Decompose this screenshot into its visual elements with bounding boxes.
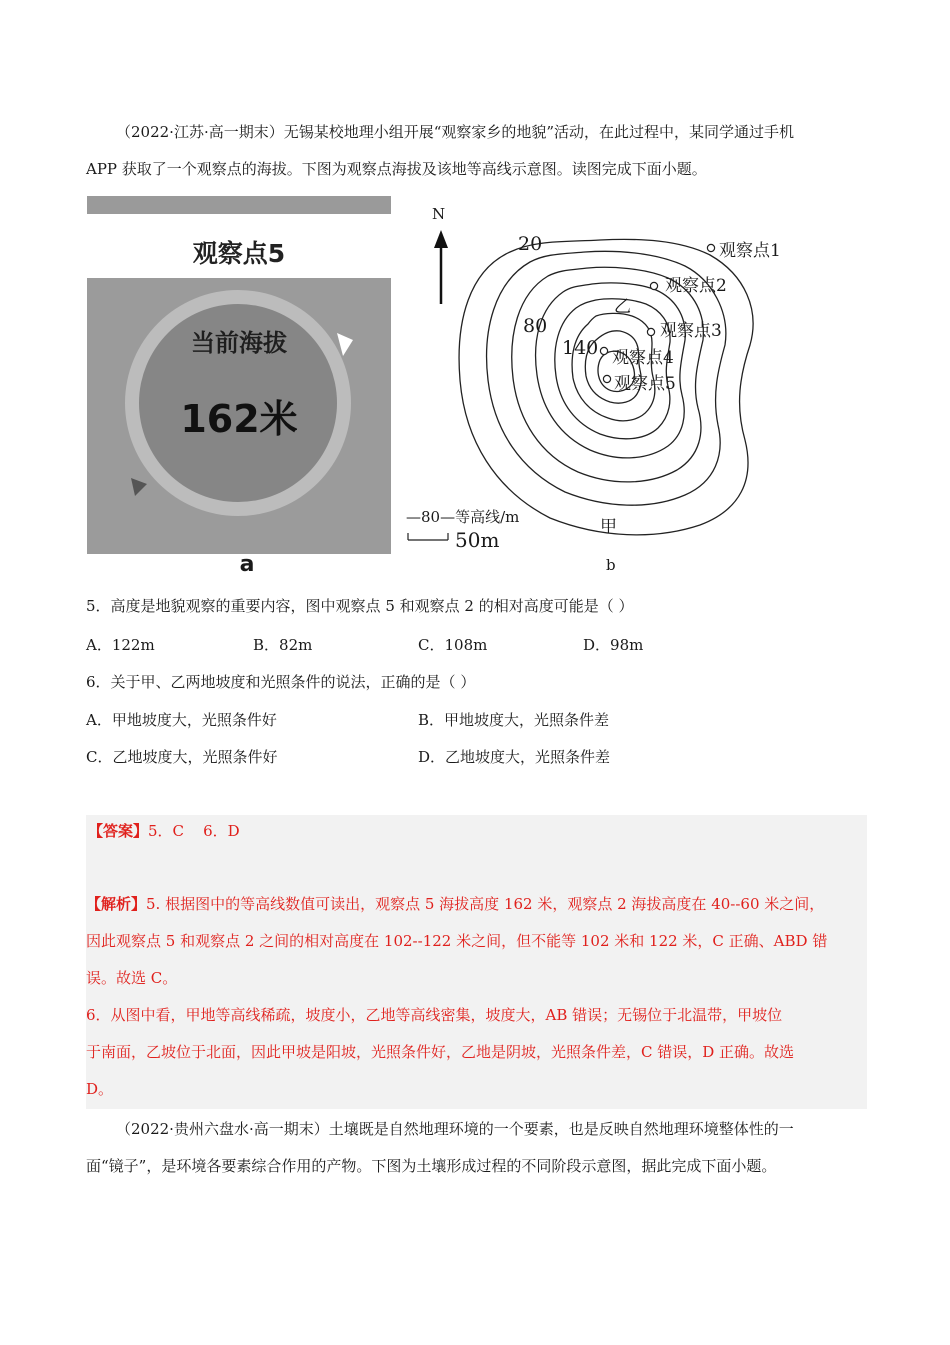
- figure-a-caption: a: [239, 552, 255, 577]
- point-5-label: 观察点5: [614, 374, 676, 394]
- point-5-marker: [603, 375, 610, 382]
- q5-option-b: B．82m: [253, 636, 313, 654]
- answer-tag: 【答案】: [88, 822, 149, 840]
- q5-option-a: A．122m: [86, 636, 155, 654]
- point-3-marker: [647, 328, 654, 335]
- q6-option-a: A．甲地坡度大，光照条件好: [86, 711, 277, 729]
- figure-b-caption: b: [606, 556, 616, 574]
- next-intro-paragraph: [86, 1111, 866, 1185]
- point-1-label: 观察点1: [719, 241, 781, 261]
- analysis-line-1: [86, 886, 866, 923]
- analysis-p1-line1: 5. 根据图中的等高线数值可读出，观察点 5 海拔高度 162 米，观察点 2 海拔高度在 40--60 米之间，: [146, 895, 825, 913]
- scale-label: 50m: [455, 528, 500, 552]
- north-label: N: [432, 205, 446, 223]
- q6-option-b: B．甲地坡度大，光照条件差: [418, 711, 610, 729]
- analysis-paragraph-1: [86, 886, 866, 997]
- analysis-paragraph-2: [86, 997, 866, 1108]
- analysis-p2-line2: 于南面，乙坡位于北面，因此甲坡是阳坡，光照条件好，乙地是阴坡，光照条件差，C 错误，D 正确。故选: [86, 1043, 795, 1061]
- analysis-tag: 【解析】: [86, 895, 147, 913]
- q5-option-c: C．108m: [418, 636, 488, 654]
- contour-label-140: 140: [562, 337, 599, 359]
- answer-text: 5．C 6．D: [148, 822, 240, 840]
- analysis-p2-line1: 6．从图中看，甲地等高线稀疏，坡度小，乙地等高线密集，坡度大，AB 错误；无锡位于北温带，甲坡位: [86, 1006, 783, 1024]
- gauge-marker-dark: [131, 478, 147, 496]
- intro-line-2: APP 获取了一个观察点的海拔。下图为观察点海拔及该地等高线示意图。读图完成下面小题。: [86, 160, 707, 178]
- place-jia-label: 甲: [600, 517, 617, 537]
- point-1-marker: [707, 244, 714, 251]
- intro-paragraph: [86, 114, 866, 188]
- figure-a: [87, 196, 391, 577]
- contour-label-20: 20: [518, 233, 543, 255]
- point-4-label: 观察点4: [612, 348, 674, 368]
- q6-option-c: C．乙地坡度大，光照条件好: [86, 748, 278, 766]
- status-bar: [87, 196, 391, 214]
- analysis-p1-line3: 误。故选 C。: [86, 969, 178, 987]
- north-arrow-head: [434, 230, 448, 248]
- point-4-marker: [600, 347, 607, 354]
- elevation-value: 162米: [180, 397, 298, 441]
- point-3-label: 观察点3: [660, 321, 722, 341]
- point-2-marker: [650, 282, 657, 289]
- next-line-2: 面“镜子”，是环境各要素综合作用的产物。下图为土壤形成过程的不同阶段示意图，据此完成下面小题。: [86, 1157, 777, 1175]
- intro-line-1: （2022·江苏·高一期末）无锡某校地理小组开展“观察家乡的地貌”活动，在此过程中，某同学通过手机: [116, 123, 795, 141]
- q6-option-d: D．乙地坡度大，光照条件差: [418, 748, 611, 766]
- figure-b: [400, 200, 800, 580]
- analysis-p2-line3: D。: [86, 1080, 114, 1098]
- elevation-panel: [87, 278, 391, 554]
- contour-label-80: 80: [523, 315, 548, 337]
- q5-option-d: D．98m: [583, 636, 644, 654]
- place-yi-label: 乙: [614, 297, 631, 317]
- point-2-label: 观察点2: [665, 276, 727, 296]
- answer-line: [88, 820, 240, 841]
- analysis-p1-line2: 因此观察点 5 和观察点 2 之间的相对高度在 102--122 米之间，但不能等 102 米和 122 米，C 正确、ABD 错: [86, 932, 828, 950]
- elevation-label: 当前海拔: [191, 329, 287, 357]
- question-6-stem: 6．关于甲、乙两地坡度和光照条件的说法，正确的是（ ）: [86, 673, 476, 691]
- point-title: 观察点5: [192, 239, 286, 268]
- question-5-stem: 5．高度是地貌观察的重要内容，图中观察点 5 和观察点 2 的相对高度可能是（ ）: [86, 597, 634, 615]
- next-line-1: （2022·贵州六盘水·高一期末）土壤既是自然地理环境的一个要素，也是反映自然地理环境整体性的一: [116, 1120, 794, 1138]
- legend-contour: —80—等高线/m: [406, 508, 520, 526]
